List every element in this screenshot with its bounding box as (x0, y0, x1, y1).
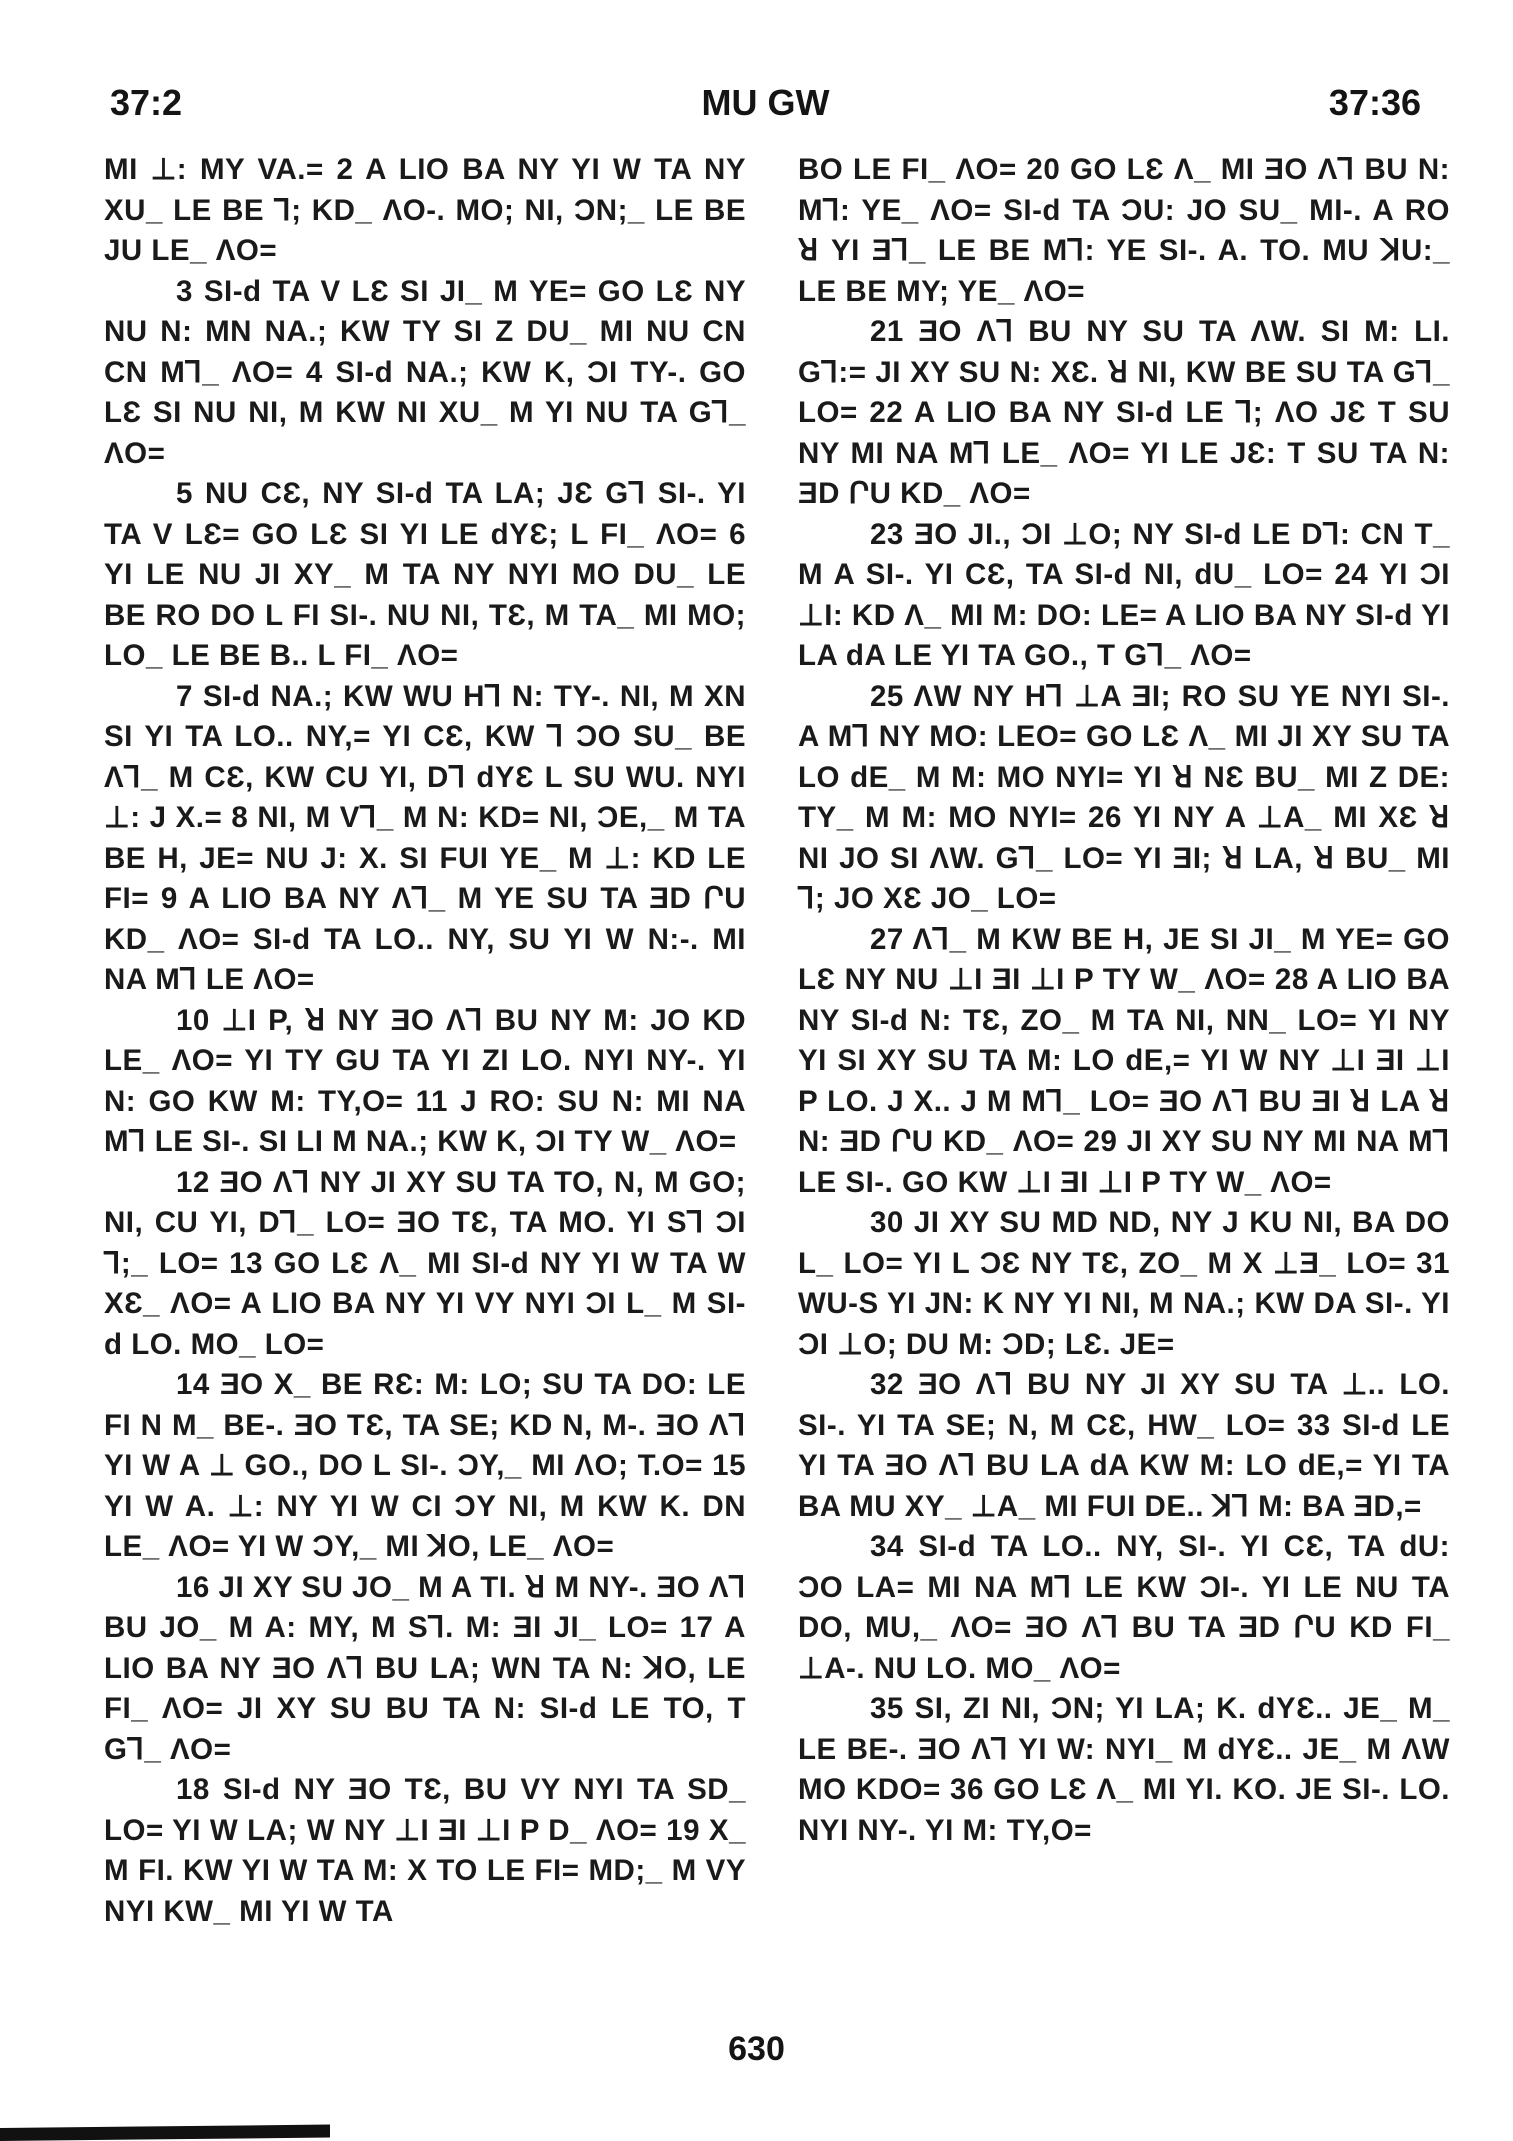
header-book-title: MU GW (701, 82, 830, 123)
page-number: 630 (728, 2030, 785, 2068)
scan-edge-rule (0, 2125, 330, 2141)
paragraph: 27 Λ⅂_ M KW BE H, JE SI JI_ M YE= GO LƐ NY NU ⊥I ƎI ⊥I P TY W_ ΛO= 28 A LIO BA NY SI-d N: TƐ, ZO_ M TA NI, NN_ LO= YI NY YI SI XY SU TA M: LO dE,= YI W NY ⊥I ƎI ⊥I P LO. J X.. J M M⅂_ LO= ƎO Λ⅂ BU ƎI ꓤ LA ꓤ N: ƎD ՐU KD_ ΛO= 29 JI XY SU NY MI NA M⅂ LE SI-. GO KW ⊥I ƎI ⊥I P TY W_ ΛO= (798, 922, 1450, 1199)
header-start-reference: 37:2 (110, 82, 183, 123)
paragraph: 5 NU CƐ, NY SI-d TA LA; JƐ G⅂ SI-. YI TA V LƐ= GO LƐ SI YI LE dYƐ; L FI_ ΛO= 6 YI LE NU JI XY_ M TA NY NYI MO DU_ LE BE RO DO L FI SI-. NU NI, TƐ, M TA_ MI MO; LO_ LE BE B.. L FI_ ΛO= (104, 477, 746, 672)
right-text-column (798, 150, 1450, 1851)
paragraph: 35 SI, ZI NI, ƆN; YI LA; K. dYƐ.. JE_ M_ LE BE-. ƎO Λ⅂ YI W: NYI_ M dYƐ.. JE_ M ΛW MO KDO= 36 GO LƐ Λ_ MI YI. KO. JE SI-. LO. NYI NY-. YI M: TY,O= (798, 1692, 1450, 1847)
paragraph: 32 ƎO Λ⅂ BU NY JI XY SU TA ⊥.. LO. SI-. YI TA SE; N, M CƐ, HW_ LO= 33 SI-d LE YI TA ƎO Λ⅂ BU LA dA KW M: LO dE,= YI TA BA MU XY_ ⊥A_ MI FUI DE.. ꓘ⅂ M: BA ƎD,= (798, 1368, 1450, 1523)
paragraph: 25 ΛW NY H⅂ ⊥A ƎI; RO SU YE NYI SI-. A M⅂ NY MO: LEO= GO LƐ Λ_ MI JI XY SU TA LO dE_ M M: MO NYI= YI ꓤ NƐ BU_ MI Z DE: TY_ M M: MO NYI= 26 YI NY A ⊥A_ MI XƐ ꓤ NI JO SI ΛW. G⅂_ LO= YI ƎI; ꓤ LA, ꓤ BU_ MI ⅂; JO XƐ JO_ LO= (798, 679, 1450, 915)
paragraph: 30 JI XY SU MD ND, NY J KU NI, BA DO L_ LO= YI L ƆƐ NY TƐ, ZO_ M X ⊥Ǝ_ LO= 31 WU-S YI JN: K NY YI NI, M NA.; KW DA SI-. YI ƆI ⊥O; DU M: ƆD; LƐ. JE= (798, 1206, 1450, 1361)
paragraph: 23 ƎO JI., ƆI ⊥O; NY SI-d LE D⅂: CN T_ M A SI-. YI CƐ, TA SI-d NI, dU_ LO= 24 YI ƆI ⊥I: KD Λ_ MI M: DO: LE= A LIO BA NY SI-d YI LA dA LE YI TA GO., T G⅂_ ΛO= (798, 517, 1450, 672)
paragraph: 14 ƎO X_ BE RƐ: M: LO; SU TA DO: LE FI N M_ BE-. ƎO TƐ, TA SE; KD N, M-. ƎO Λ⅂ YI W A ⊥ GO., DO L SI-. ƆY,_ MI ΛO; T.O= 15 YI W A. ⊥: NY YI W CI ƆY NI, M KW K. DN LE_ ΛO= YI W ƆY,_ MI ꓘO, LE_ ΛO= (104, 1368, 746, 1563)
paragraph: MI ⊥: MY VA.= 2 A LIO BA NY YI W TA NY XU_ LE BE ⅂; KD_ ΛO-. MO; NI, ƆN;_ LE BE JU LE_ ΛO= (104, 153, 746, 267)
running-header (110, 82, 1421, 132)
paragraph: 10 ⊥I P, ꓤ NY ƎO Λ⅂ BU NY M: JO KD LE_ ΛO= YI TY GU TA YI ZI LO. NYI NY-. YI N: GO KW M: TY,O= 11 J RO: SU N: MI NA M⅂ LE SI-. SI LI M NA.; KW K, ƆI TY W_ ΛO= (104, 1003, 746, 1158)
header-end-reference: 37:36 (1328, 82, 1421, 123)
paragraph: 34 SI-d TA LO.. NY, SI-. YI CƐ, TA dU: ƆO LA= MI NA M⅂ LE KW ƆI-. YI LE NU TA DO, MU,_ ΛO= ƎO Λ⅂ BU TA ƎD ՐU KD FI_ ⊥A-. NU LO. MO_ ΛO= (798, 1530, 1450, 1685)
paragraph: BO LE FI_ ΛO= 20 GO LƐ Λ_ MI ƎO Λ⅂ BU N: M⅂: YE_ ΛO= SI-d TA ƆU: JO SU_ MI-. A RO ꓤ YI Ǝ⅂_ LE BE M⅂: YE SI-. A. TO. MU ꓘU:_ LE BE MY; YE_ ΛO= (798, 153, 1450, 308)
paragraph: 7 SI-d NA.; KW WU H⅂ N: TY-. NI, M XN SI YI TA LO.. NY,= YI CƐ, KW ⅂ ƆO SU_ BE Λ⅂_ M CƐ, KW CU YI, D⅂ dYƐ L SU WU. NYI ⊥: J X.= 8 NI, M V⅂_ M N: KD= NI, ƆE,_ M TA BE H, JE= NU J: X. SI FUI YE_ M ⊥: KD LE FI= 9 A LIO BA NY Λ⅂_ M YE SU TA ƎD ՐU KD_ ΛO= SI-d TA LO.. NY, SU YI W N:-. MI NA M⅂ LE ΛO= (104, 679, 746, 996)
paragraph: 3 SI-d TA V LƐ SI JI_ M YE= GO LƐ NY NU N: MN NA.; KW TY SI Z DU_ MI NU CN CN M⅂_ ΛO= 4 SI-d NA.; KW K, ƆI TY-. GO LƐ SI NU NI, M KW NI XU_ M YI NU TA G⅂_ ΛO= (104, 274, 746, 470)
left-text-column (104, 150, 746, 1932)
paragraph: 18 SI-d NY ƎO TƐ, BU VY NYI TA SD_ LO= YI W LA; W NY ⊥I ƎI ⊥I P D_ ΛO= 19 X_ M FI. KW YI W TA M: X TO LE FI= MD;_ M VY NYI KW_ MI YI W TA (104, 1773, 746, 1928)
paragraph: 12 ƎO Λ⅂ NY JI XY SU TA TO, N, M GO; NI, CU YI, D⅂_ LO= ƎO TƐ, TA MO. YI S⅂ ƆI ⅂;_ LO= 13 GO LƐ Λ_ MI SI-d NY YI W TA W XƐ_ ΛO= A LIO BA NY YI VY NYI ƆI L_ M SI-d LO. MO_ LO= (104, 1165, 746, 1361)
paragraph: 21 ƎO Λ⅂ BU NY SU TA ΛW. SI M: LI. G⅂:= JI XY SU N: XƐ. ꓤ NI, KW BE SU TA G⅂_ LO= 22 A LIO BA NY SI-d LE ⅂; ΛO JƐ T SU NY MI NA M⅂ LE_ ΛO= YI LE JƐ: T SU TA N: ƎD ՐU KD_ ΛO= (798, 315, 1450, 510)
paragraph: 16 JI XY SU JO_ M A TI. ꓤ M NY-. ƎO Λ⅂ BU JO_ M A: MY, M S⅂. M: ƎI JI_ LO= 17 A LIO BA NY ƎO Λ⅂ BU LA; WN TA N: ꓘO, LE FI_ ΛO= JI XY SU BU TA N: SI-d LE TO, T G⅂_ ΛO= (104, 1570, 746, 1766)
